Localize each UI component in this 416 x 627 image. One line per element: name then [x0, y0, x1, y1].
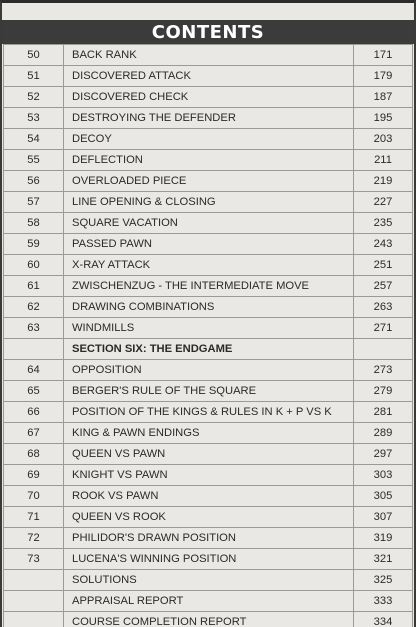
table-row [4, 234, 413, 255]
page-number [354, 339, 413, 360]
table-row [4, 255, 413, 276]
page-number: 307 [354, 507, 413, 528]
section-heading-row [4, 339, 413, 360]
page-number: 321 [354, 549, 413, 570]
chapter-title: KNIGHT VS PAWN [64, 465, 354, 486]
chapter-title: QUEEN VS PAWN [64, 444, 354, 465]
chapter-title: DESTROYING THE DEFENDER [64, 108, 354, 129]
table-row [4, 297, 413, 318]
table-row [4, 129, 413, 150]
chapter-number: 52 [4, 87, 64, 108]
chapter-number: 51 [4, 66, 64, 87]
table-row [4, 507, 413, 528]
page-number: 325 [354, 570, 413, 591]
table-row [4, 360, 413, 381]
chapter-title: SQUARE VACATION [64, 213, 354, 234]
page-number: 195 [354, 108, 413, 129]
table-row [4, 66, 413, 87]
chapter-number: 55 [4, 150, 64, 171]
chapter-title: DECOY [64, 129, 354, 150]
chapter-number: 66 [4, 402, 64, 423]
page-number: 319 [354, 528, 413, 549]
page-number: 211 [354, 150, 413, 171]
section-title: SECTION SIX: THE ENDGAME [64, 339, 354, 360]
chapter-title: BACK RANK [64, 45, 354, 66]
table-row [4, 87, 413, 108]
chapter-title: DISCOVERED ATTACK [64, 66, 354, 87]
chapter-title: X-RAY ATTACK [64, 255, 354, 276]
chapter-title: BERGER'S RULE OF THE SQUARE [64, 381, 354, 402]
page-number: 263 [354, 297, 413, 318]
chapter-title: LUCENA'S WINNING POSITION [64, 549, 354, 570]
table-row [4, 486, 413, 507]
chapter-number: 53 [4, 108, 64, 129]
table-row [4, 465, 413, 486]
chapter-number [4, 570, 64, 591]
page-number: 171 [354, 45, 413, 66]
page-number: 227 [354, 192, 413, 213]
chapter-number [4, 339, 64, 360]
table-row [4, 213, 413, 234]
chapter-number: 67 [4, 423, 64, 444]
page-number: 281 [354, 402, 413, 423]
table-row [4, 423, 413, 444]
chapter-number: 56 [4, 171, 64, 192]
chapter-title: OVERLOADED PIECE [64, 171, 354, 192]
chapter-title: QUEEN VS ROOK [64, 507, 354, 528]
table-row [4, 108, 413, 129]
chapter-title: PHILIDOR'S DRAWN POSITION [64, 528, 354, 549]
chapter-number: 71 [4, 507, 64, 528]
chapter-title: COURSE COMPLETION REPORT [64, 612, 354, 627]
table-row [4, 171, 413, 192]
chapter-number: 62 [4, 297, 64, 318]
table-row [4, 402, 413, 423]
table-row [4, 381, 413, 402]
chapter-title: OPPOSITION [64, 360, 354, 381]
chapter-title: KING & PAWN ENDINGS [64, 423, 354, 444]
page-number: 303 [354, 465, 413, 486]
chapter-title: ROOK VS PAWN [64, 486, 354, 507]
page-number: 187 [354, 87, 413, 108]
page-number: 271 [354, 318, 413, 339]
table-row [4, 318, 413, 339]
chapter-number: 60 [4, 255, 64, 276]
table-row [4, 612, 413, 627]
page-number: 179 [354, 66, 413, 87]
chapter-number: 72 [4, 528, 64, 549]
chapter-number: 69 [4, 465, 64, 486]
page-number: 235 [354, 213, 413, 234]
page-number: 334 [354, 612, 413, 627]
chapter-number: 54 [4, 129, 64, 150]
chapter-title: LINE OPENING & CLOSING [64, 192, 354, 213]
page-number: 219 [354, 171, 413, 192]
page-number: 305 [354, 486, 413, 507]
chapter-number: 57 [4, 192, 64, 213]
page-number: 289 [354, 423, 413, 444]
chapter-title: WINDMILLS [64, 318, 354, 339]
chapter-number: 50 [4, 45, 64, 66]
page-number: 243 [354, 234, 413, 255]
chapter-title: DEFLECTION [64, 150, 354, 171]
chapter-number: 70 [4, 486, 64, 507]
contents-header [2, 20, 414, 44]
chapter-title: SOLUTIONS [64, 570, 354, 591]
chapter-number: 58 [4, 213, 64, 234]
page-number: 203 [354, 129, 413, 150]
table-row [4, 444, 413, 465]
chapter-title: DISCOVERED CHECK [64, 87, 354, 108]
chapter-title: APPRAISAL REPORT [64, 591, 354, 612]
table-row [4, 570, 413, 591]
chapter-number: 68 [4, 444, 64, 465]
chapter-number: 64 [4, 360, 64, 381]
chapter-title: DRAWING COMBINATIONS [64, 297, 354, 318]
chapter-number: 59 [4, 234, 64, 255]
table-row [4, 45, 413, 66]
chapter-number: 63 [4, 318, 64, 339]
page-number: 333 [354, 591, 413, 612]
table-row [4, 591, 413, 612]
page-number: 257 [354, 276, 413, 297]
table-row [4, 549, 413, 570]
page-number: 279 [354, 381, 413, 402]
contents-table-body [4, 45, 413, 627]
chapter-title: POSITION OF THE KINGS & RULES IN K + P VS K [64, 402, 354, 423]
chapter-number [4, 591, 64, 612]
page-number: 273 [354, 360, 413, 381]
table-row [4, 192, 413, 213]
table-row [4, 150, 413, 171]
table-row [4, 528, 413, 549]
page-title: CONTENTS [151, 21, 265, 43]
chapter-title: PASSED PAWN [64, 234, 354, 255]
chapter-title: ZWISCHENZUG - THE INTERMEDIATE MOVE [64, 276, 354, 297]
contents-table [3, 44, 413, 627]
chapter-number: 65 [4, 381, 64, 402]
chapter-number: 61 [4, 276, 64, 297]
chapter-number: 73 [4, 549, 64, 570]
chapter-number [4, 612, 64, 627]
page-number: 297 [354, 444, 413, 465]
page-number: 251 [354, 255, 413, 276]
table-row [4, 276, 413, 297]
